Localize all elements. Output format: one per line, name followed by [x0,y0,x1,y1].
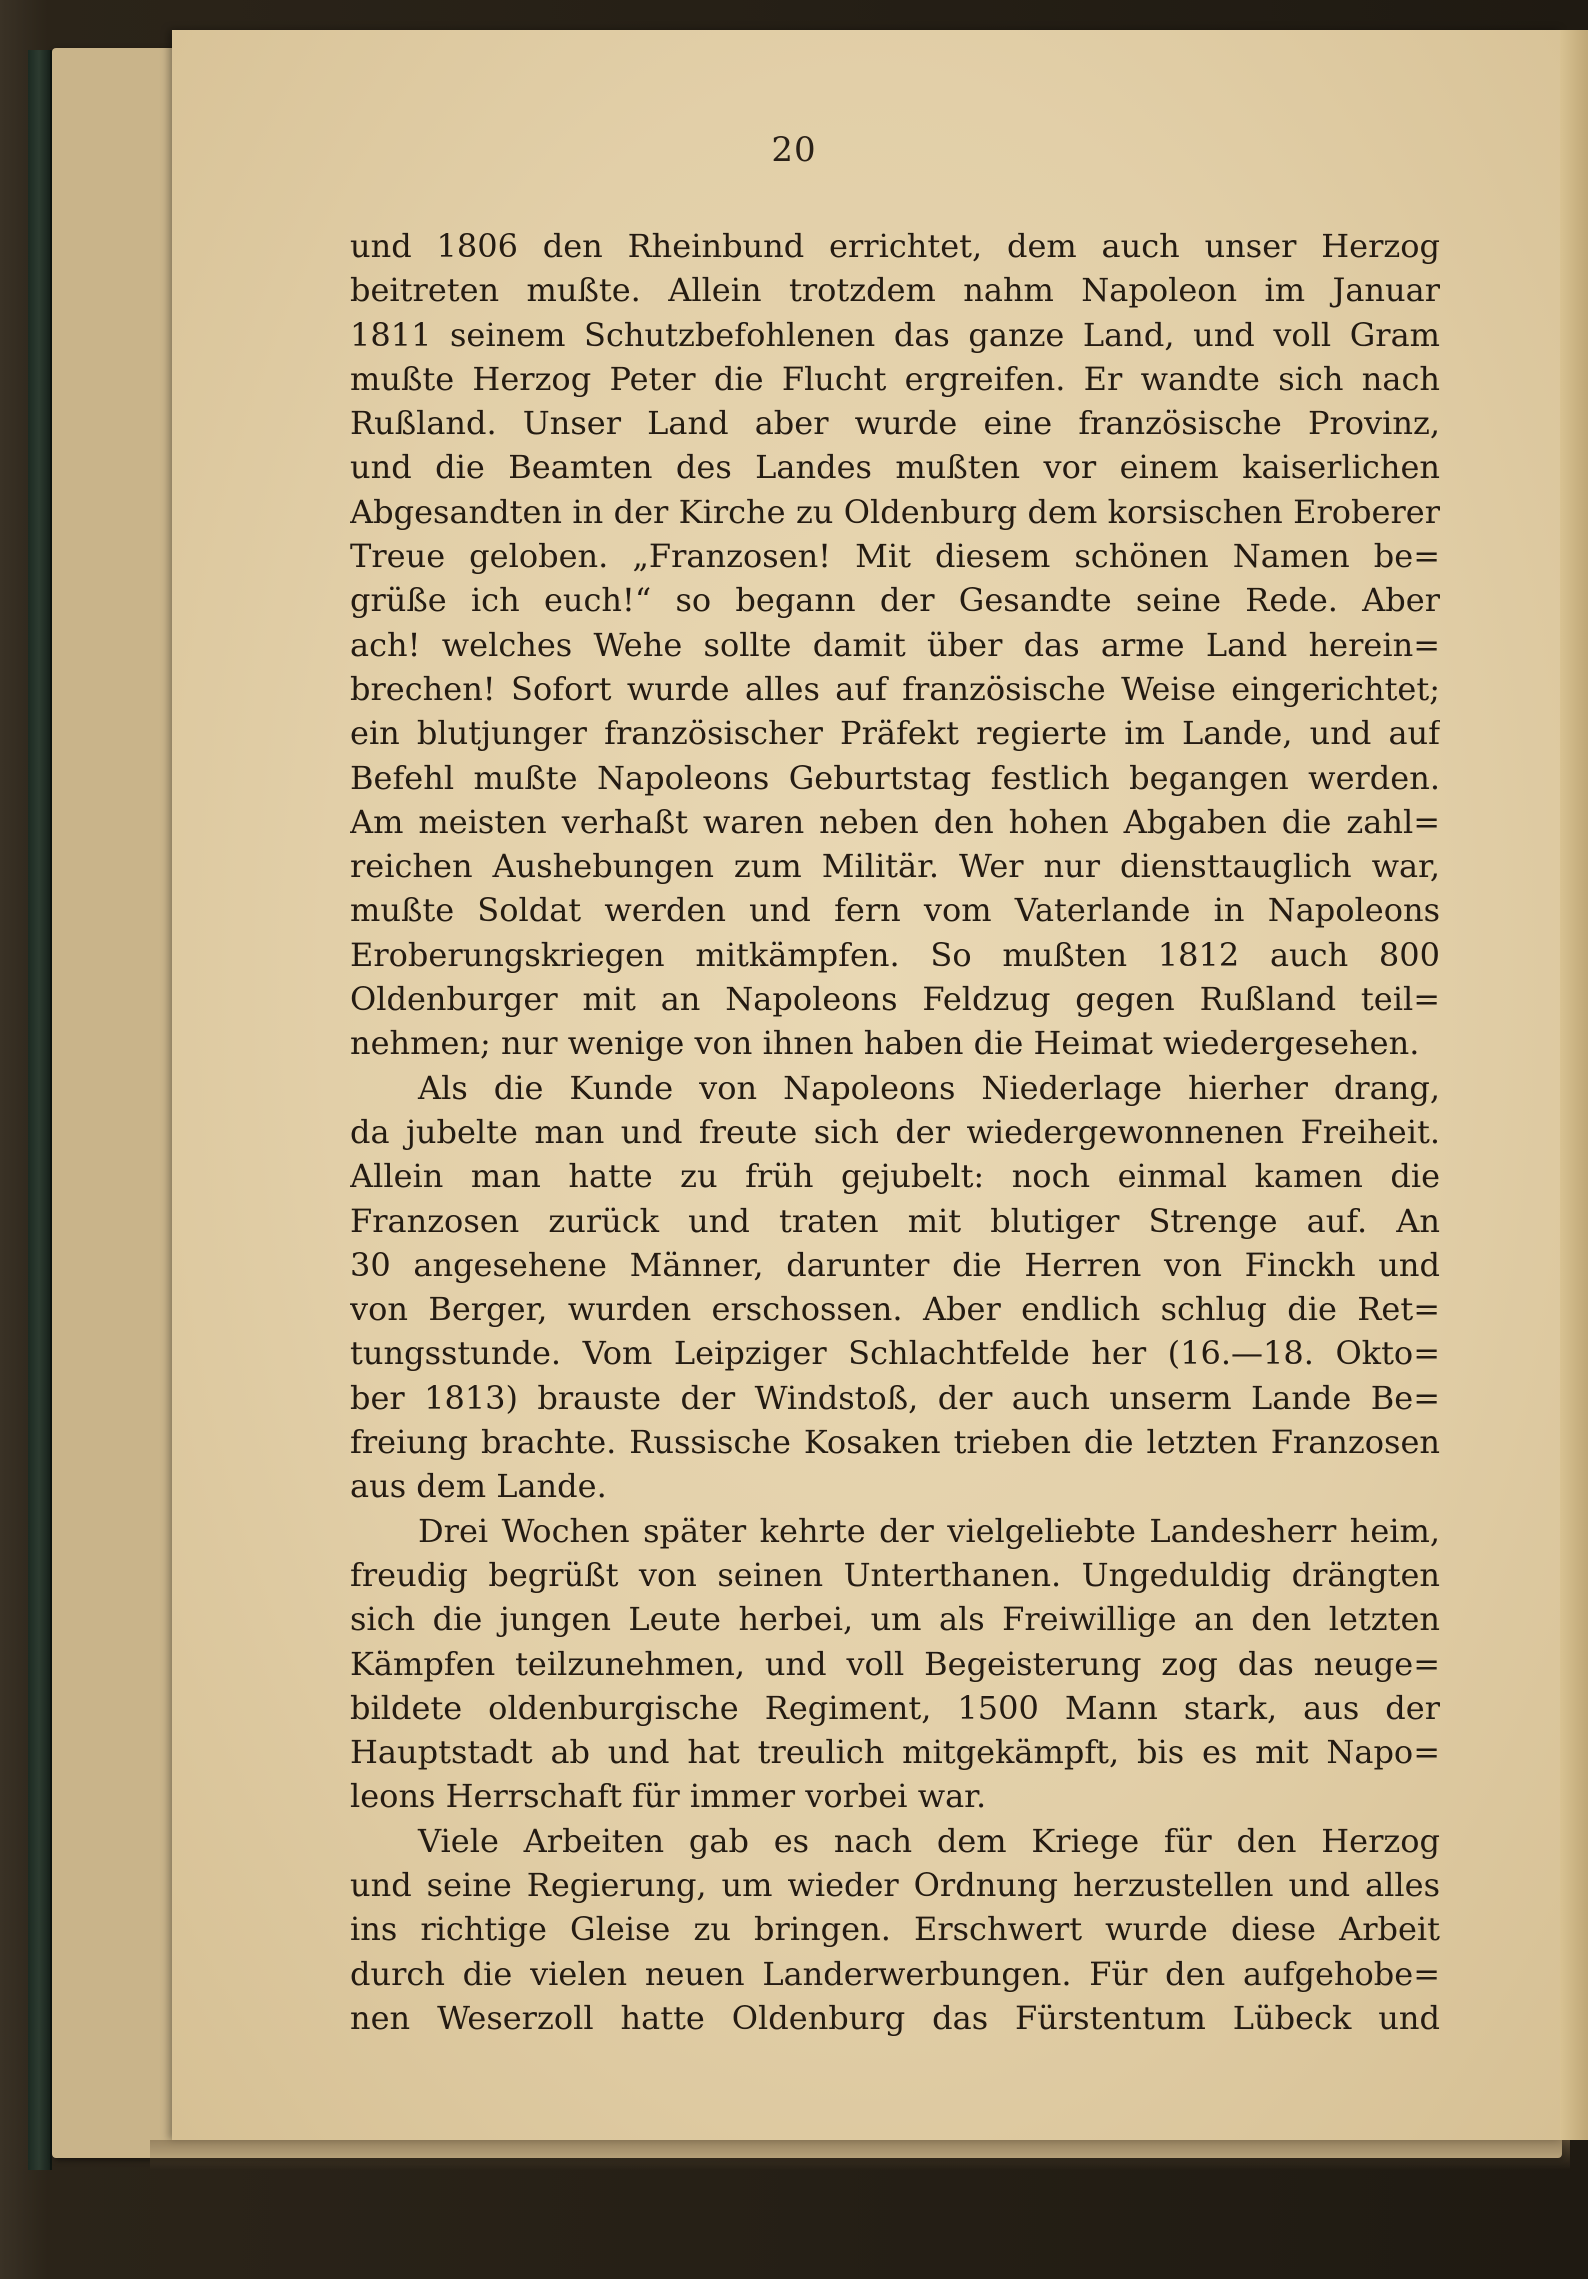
text-line: Kämpfen teilzunehmen, und voll Begeisterung zog das neuge= [350,1644,1440,1683]
text-line: von Berger, wurden erschossen. Aber endlich schlug die Ret= [350,1290,1440,1329]
text-line: mußte Soldat werden und fern vom Vaterlande in Napoleons [350,891,1440,930]
page-number: 20 [771,130,817,170]
text-line: Allein man hatte zu früh gejubelt: noch einmal kamen die [350,1157,1440,1196]
text-line: bildete oldenburgische Regiment, 1500 Mann stark, aus der [350,1688,1440,1727]
text-line: mußte Herzog Peter die Flucht ergreifen. Er wandte sich nach [350,359,1440,398]
text-line: Drei Wochen später kehrte der vielgeliebte Landesherr heim, [418,1511,1440,1550]
text-line: durch die vielen neuen Landerwerbungen. Für den aufgehobe= [350,1954,1440,1993]
text-line: Als die Kunde von Napoleons Niederlage hierher drang, [418,1068,1440,1107]
text-line: freudig begrüßt von seinen Unterthanen. Ungeduldig drängten [350,1555,1440,1594]
text-line: nen Weserzoll hatte Oldenburg das Fürstentum Lübeck und [350,1998,1440,2037]
text-line: Hauptstadt ab und hat treulich mitgekämpft, bis es mit Napo= [350,1733,1440,1772]
text-line: und seine Regierung, um wieder Ordnung herzustellen und alles [350,1865,1440,1904]
text-line: und die Beamten des Landes mußten vor einem kaiserlichen [350,448,1440,487]
text-line: da jubelte man und freute sich der wiedergewonnenen Freiheit. [350,1112,1440,1151]
page-stack-edge [1560,30,1588,2140]
text-line: Eroberungskriegen mitkämpfen. So mußten 1812 auch 800 [350,935,1440,974]
text-line: 30 angesehene Männer, darunter die Herren von Finckh und [350,1245,1440,1284]
text-line: grüße ich euch!“ so begann der Gesandte seine Rede. Aber [350,581,1440,620]
text-line: aus dem Lande. [350,1467,607,1506]
text-line: Befehl mußte Napoleons Geburtstag festlich begangen werden. [350,758,1440,797]
text-line: Treue geloben. „Franzosen! Mit diesem schönen Namen be= [350,537,1440,576]
page-bottom-shadow [150,2140,1570,2170]
text-line: leons Herrschaft für immer vorbei war. [350,1777,987,1816]
text-line: und 1806 den Rheinbund errichtet, dem auch unser Herzog [350,227,1440,265]
text-line: 1811 seinem Schutzbefohlenen das ganze Land, und voll Gram [350,315,1440,354]
text-line: Franzosen zurück und traten mit blutiger Strenge auf. An [350,1201,1440,1240]
text-line: Rußland. Unser Land aber wurde eine französische Provinz, [350,404,1440,443]
text-line: Oldenburger mit an Napoleons Feldzug gegen Rußland teil= [350,980,1440,1019]
text-line: ins richtige Gleise zu bringen. Erschwert wurde diese Arbeit [350,1910,1440,1949]
text-line: brechen! Sofort wurde alles auf französische Weise eingerichtet; [350,669,1440,708]
text-line: nehmen; nur wenige von ihnen haben die Heimat wiedergesehen. [350,1024,1420,1063]
text-line: Abgesandten in der Kirche zu Oldenburg dem korsischen Eroberer [350,492,1440,531]
text-line: reichen Aushebungen zum Militär. Wer nur diensttauglich war, [350,847,1440,886]
text-line: Viele Arbeiten gab es nach dem Kriege für den Herzog [418,1821,1440,1860]
body-text [350,224,1440,2040]
text-line: ach! welches Wehe sollte damit über das arme Land herein= [350,625,1440,664]
text-line: ein blutjunger französischer Präfekt regierte im Lande, und auf [350,714,1440,753]
text-line: freiung brachte. Russische Kosaken trieben die letzten Franzosen [350,1423,1440,1462]
text-line: sich die jungen Leute herbei, um als Freiwillige an den letzten [350,1600,1440,1639]
text-line: ber 1813) brauste der Windstoß, der auch unserm Lande Be= [350,1378,1440,1417]
text-line: Am meisten verhaßt waren neben den hohen Abgaben die zahl= [350,802,1440,841]
book-binding [28,50,52,2170]
text-line: tungsstunde. Vom Leipziger Schlachtfelde her (16.—18. Okto= [350,1334,1440,1373]
text-line: beitreten mußte. Allein trotzdem nahm Napoleon im Januar [350,271,1440,310]
